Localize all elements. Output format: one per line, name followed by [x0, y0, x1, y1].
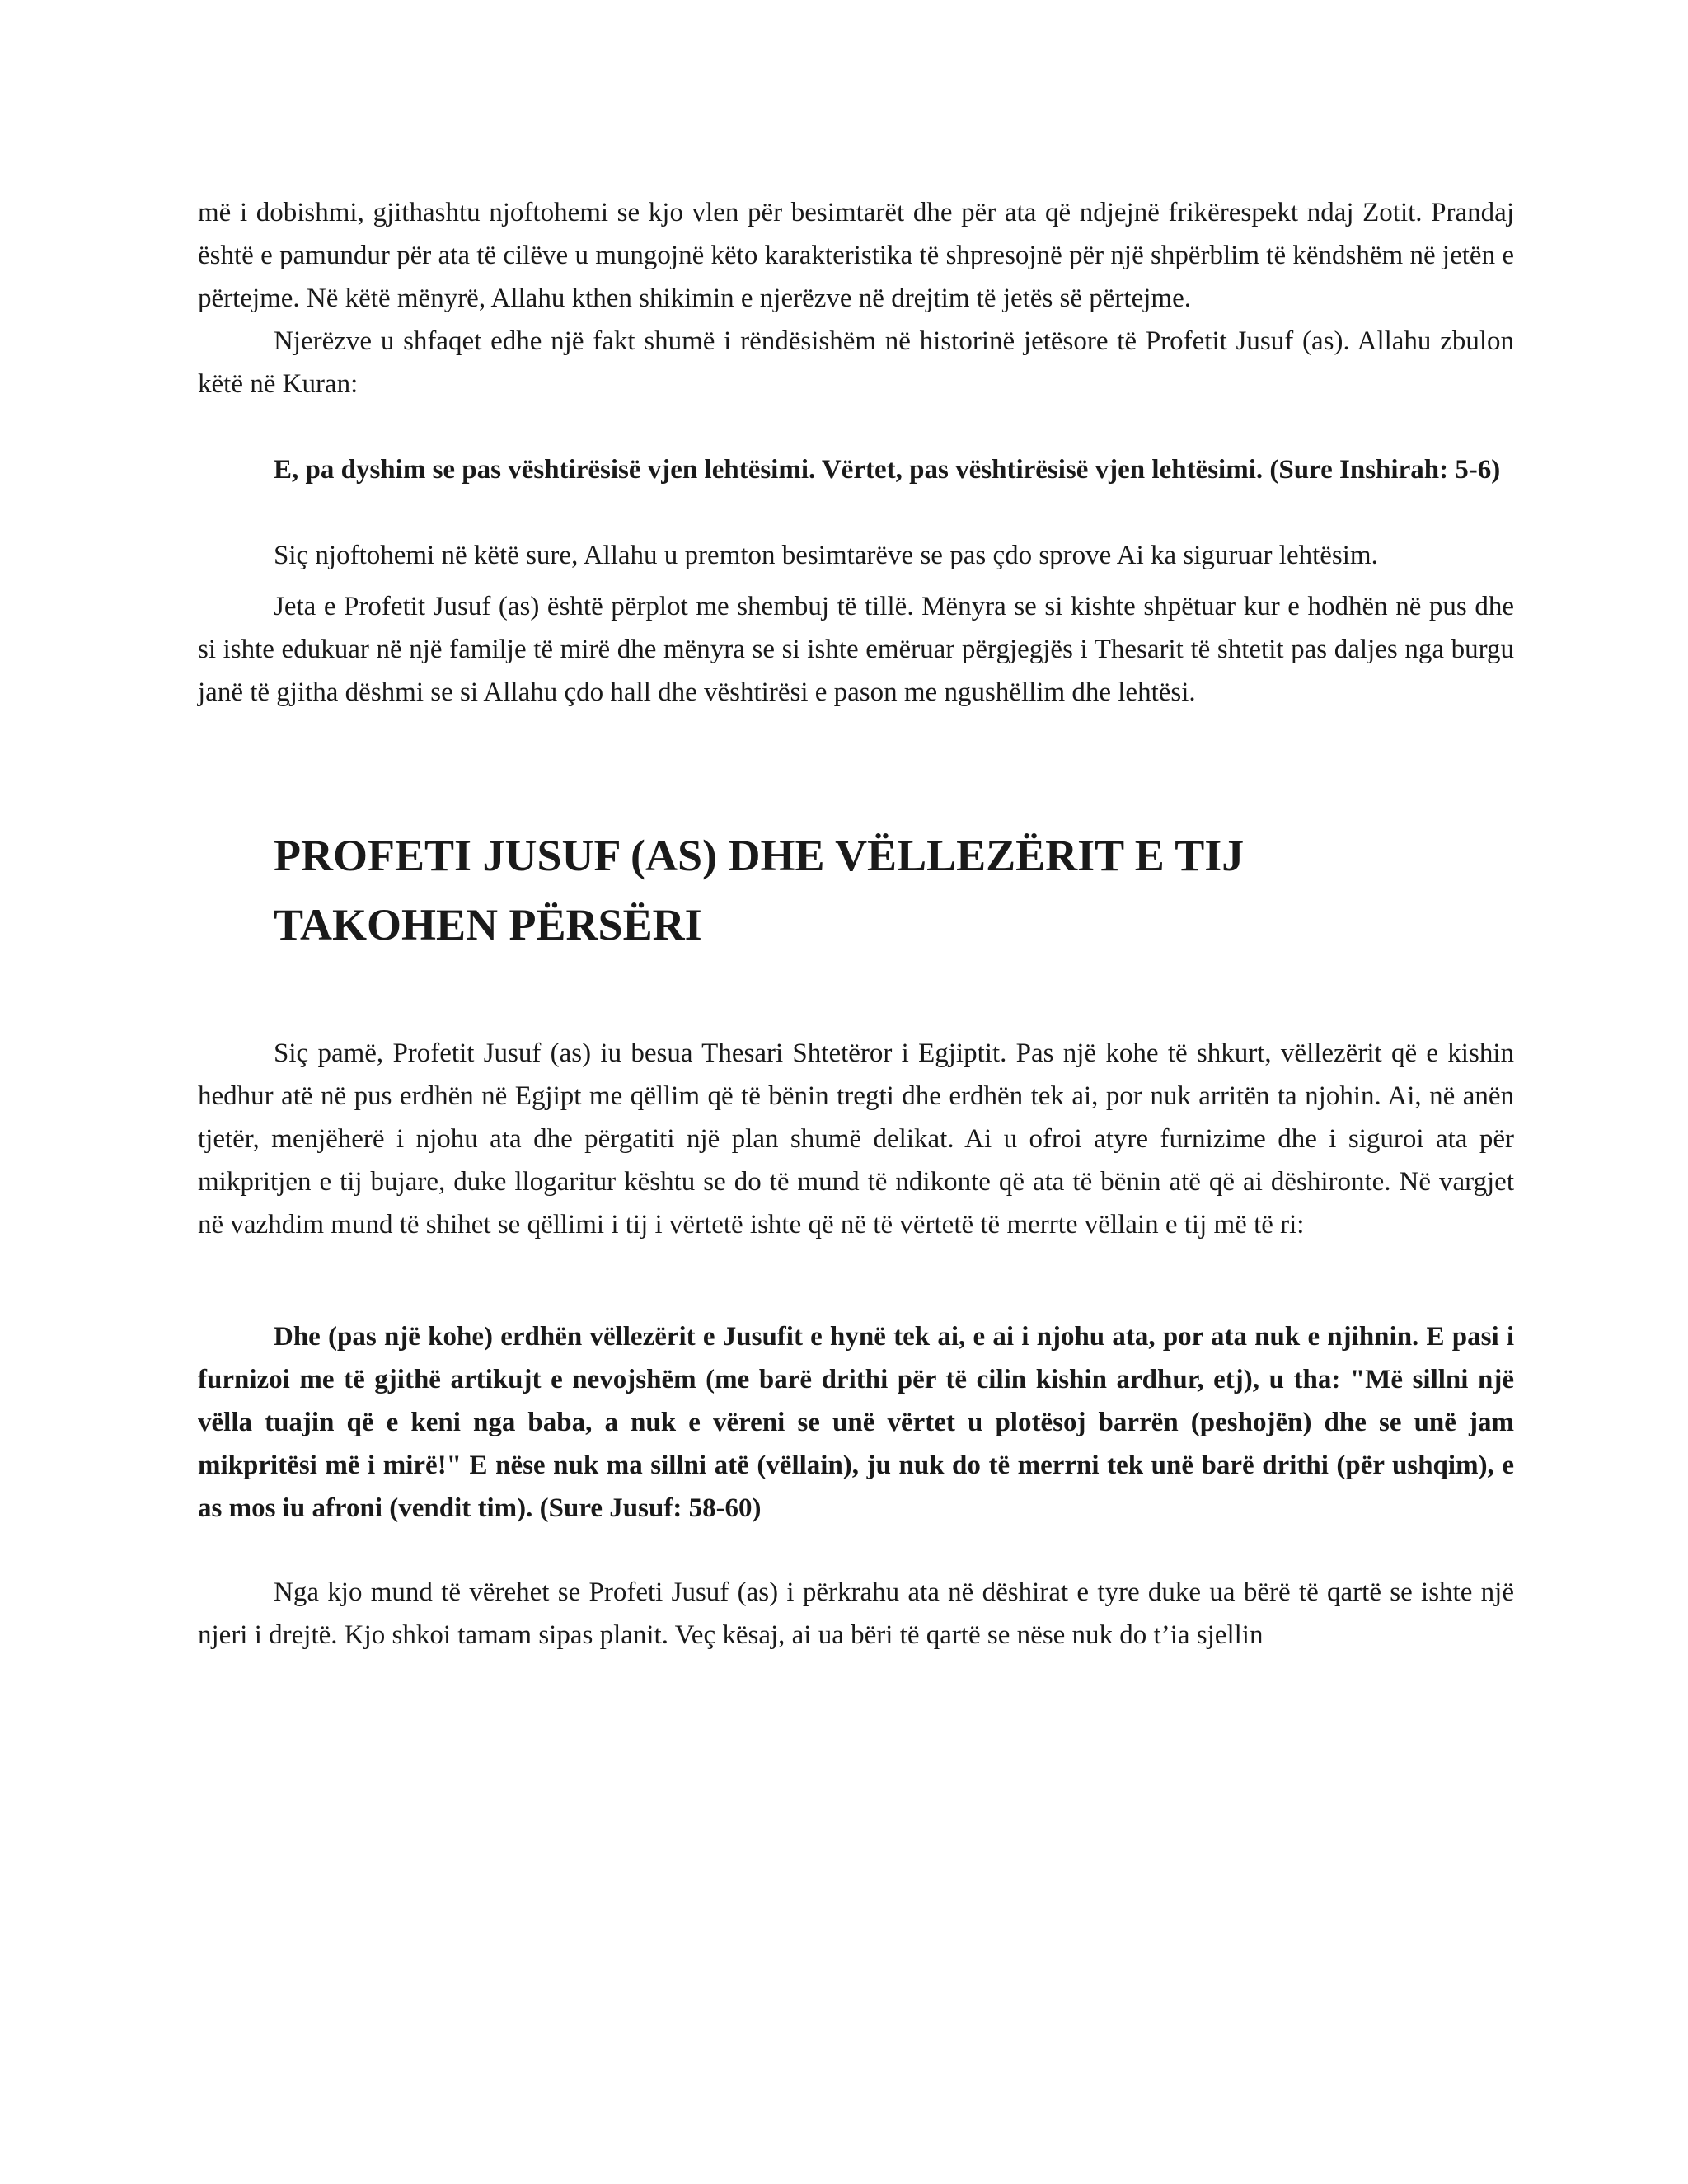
document-page [198, 191, 1514, 1657]
quran-quote-jusuf: Dhe (pas një kohe) erdhën vëllezërit e Jusufit e hynë tek ai, e ai i njohu ata, por ata nuk e njihnin. E pasi i furnizoi me të gjithë artikujt e nevojshëm (me barë drithi për të cilin kishin ardhur, etj), u tha: "Më sillni një vëlla tuajin që e keni nga baba, a nuk e vëreni se unë vërtet u plotësoj barrën (peshojën) dhe se unë jam mikpritësi më i mirë!" E nëse nuk ma sillni atë (vëllain), ju nuk do të merrni tek unë barë drithi (për ushqim), e as mos iu afroni (vendit tim). (Sure Jusuf: 58-60) [198, 1322, 1514, 1523]
paragraph-intro-fact: Njerëzve u shfaqet edhe një fakt shumë i rëndësishëm në historinë jetësore të Profetit Jusuf (as). Allahu zbulon këtë në Kuran: [198, 326, 1514, 399]
paragraph-continuation: më i dobishmi, gjithashtu njoftohemi se kjo vlen për besimtarët dhe për ata që ndjejnë frikërespekt ndaj Zotit. Prandaj është e pamundur për ata të cilëve u mungojnë këto karakteristika të shpresojnë për një shpërblim të këndshëm në jetën e përtejme. Në këtë mënyrë, Allahu kthen shikimin e njerëzve në drejtim të jetës së përtejme. [198, 198, 1514, 313]
paragraph-treasury: Siç pamë, Profetit Jusuf (as) iu besua Thesari Shtetëror i Egjiptit. Pas një kohe të shkurt, vëllezërit që e kishin hedhur atë në pus erdhën në Egjipt me qëllim që të bënin tregti dhe erdhën tek ai, por nuk arritën ta njohin. Ai, në anën tjetër, menjëherë i njohu ata dhe përgatiti një plan shumë delikat. Ai u ofroi atyre furnizime dhe i siguroi ata për mikpritjen e tij bujare, duke llogaritur kështu se do të mund të ndikonte që ata të bënin atë që ai dëshironte. Në vargjet në vazhdim mund të shihet se qëllimi i tij i vërtetë ishte që në të vërtetë të merrte vëllain e tij më të ri: [198, 1038, 1514, 1240]
section-heading-line-2: TAKOHEN PËRSËRI [274, 900, 702, 949]
paragraph-examples: Jeta e Profetit Jusuf (as) është përplot me shembuj të tillë. Mënyra se si kishte shpëtuar kur e hodhën në pus dhe si ishte edukuar në një familje të mirë dhe mënyra se si ishte emëruar përgjegjës i Thesarit të shtetit pas daljes nga burgu janë të gjitha dëshmi se si Allahu çdo hall dhe vështirësi e pason me ngushëllim dhe lehtësi. [198, 592, 1514, 707]
quran-quote-inshirah: E, pa dyshim se pas vështirësisë vjen lehtësimi. Vërtet, pas vështirësisë vjen lehtësimi. (Sure Inshirah: 5-6) [274, 455, 1501, 485]
paragraph-promise: Siç njoftohemi në këtë sure, Allahu u premton besimtarëve se pas çdo sprove Ai ka siguruar lehtësim. [274, 541, 1378, 570]
section-heading [198, 821, 1514, 959]
paragraph-plan: Nga kjo mund të vërehet se Profeti Jusuf (as) i përkrahu ata në dëshirat e tyre duke ua bërë të qartë se ishte një njeri i drejtë. Kjo shkoi tamam sipas planit. Veç kësaj, ai ua bëri të qartë se nëse nuk do t’ia sjellin [198, 1577, 1514, 1650]
section-heading-line-1: PROFETI JUSUF (AS) DHE VËLLEZËRIT E TIJ [274, 831, 1245, 880]
